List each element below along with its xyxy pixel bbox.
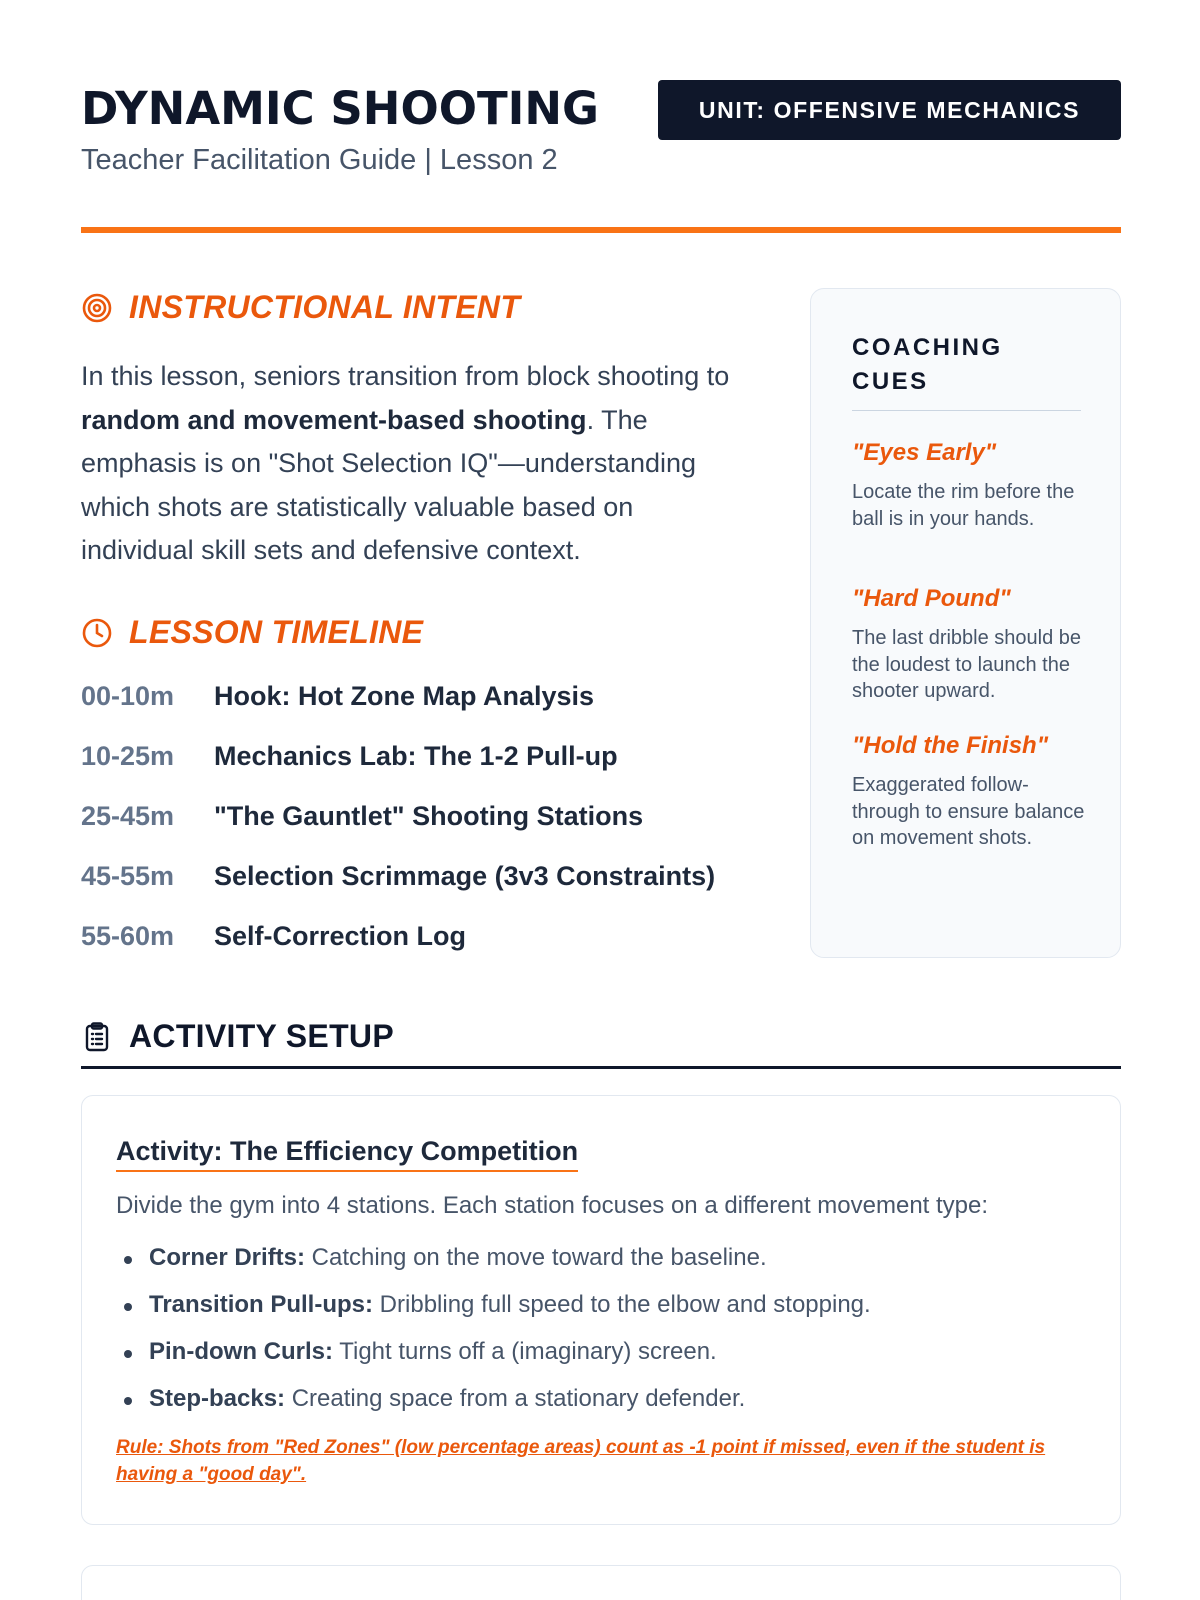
header-divider [81, 227, 1121, 233]
cue-name: "Hard Pound" [852, 585, 1011, 612]
setup-heading [81, 1018, 394, 1055]
activity-card [81, 1095, 1121, 1525]
setup-heading-label: ACTIVITY SETUP [129, 1018, 394, 1054]
intent-heading-label: INSTRUCTIONAL INTENT [129, 289, 521, 325]
clipboard-icon [81, 1021, 113, 1053]
clock-icon [81, 617, 113, 649]
station-list [116, 1244, 1076, 1432]
timeline-activity: "The Gauntlet" Shooting Stations [214, 801, 644, 831]
station-description: Tight turns off a (imaginary) screen. [332, 1338, 717, 1365]
station-name: Pin-down Curls: [149, 1338, 333, 1365]
timeline-heading-label: LESSON TIMELINE [129, 614, 424, 650]
station-description: Creating space from a stationary defender. [285, 1385, 746, 1412]
setup-divider [81, 1066, 1121, 1069]
activity-intro: Divide the gym into 4 stations. Each station focuses on a different movement type: [116, 1192, 989, 1219]
station-name: Step-backs: [149, 1385, 286, 1412]
activity-title: Activity: The Efficiency Competition [116, 1136, 578, 1172]
list-item [116, 1244, 1076, 1291]
page-subtitle: Teacher Facilitation Guide | Lesson 2 [81, 144, 558, 176]
page-header [81, 80, 1121, 230]
timeline-activity: Self-Correction Log [214, 921, 467, 951]
timeline-activity: Mechanics Lab: The 1-2 Pull-up [214, 741, 618, 771]
cue-description: Locate the rim before the ball is in your hands. [852, 481, 1075, 530]
cues-divider [852, 410, 1081, 411]
intent-heading [81, 289, 520, 326]
timeline-row [81, 797, 761, 857]
timeline-time: 00-10m [81, 681, 175, 711]
list-item [116, 1385, 1076, 1432]
timeline-heading [81, 614, 423, 651]
cue-name: "Eyes Early" [852, 439, 997, 466]
timeline-activity: Selection Scrimmage (3v3 Constraints) [214, 861, 716, 891]
timeline-list [81, 677, 761, 977]
timeline-row [81, 917, 761, 977]
station-name: Corner Drifts: [149, 1244, 306, 1271]
scoring-rule: Rule: Shots from "Red Zones" (low percentage areas) count as -1 point if missed, even if the student is having a "good day". [116, 1437, 1046, 1485]
station-description: Catching on the move toward the baseline. [305, 1244, 767, 1271]
station-name: Transition Pull-ups: [149, 1291, 374, 1318]
cues-title: COACHING CUES [852, 334, 1003, 395]
list-item [116, 1338, 1076, 1385]
timeline-time: 10-25m [81, 741, 175, 771]
timeline-time: 45-55m [81, 861, 175, 891]
station-description: Dribbling full speed to the elbow and stopping. [373, 1291, 871, 1318]
intent-text-end: . The emphasis is on "Shot Selection IQ"—understanding which shots are statistically valuable based on individual skill sets and defensive context. [81, 404, 697, 565]
timeline-time: 25-45m [81, 801, 175, 831]
timeline-row [81, 857, 761, 917]
intent-paragraph [81, 355, 751, 573]
cue-description: The last dribble should be the loudest to launch the shooter upward. [852, 627, 1082, 702]
cue-item [852, 439, 1087, 532]
page-title: DYNAMIC SHOOTING [81, 82, 599, 135]
next-section-card [81, 1565, 1121, 1600]
timeline-row [81, 677, 761, 737]
intent-text-emphasis: random and movement-based shooting [81, 404, 587, 435]
list-item [116, 1291, 1076, 1338]
cue-name: "Hold the Finish" [852, 732, 1049, 759]
intent-text-start: In this lesson, seniors transition from block shooting to [81, 361, 730, 391]
cue-description: Exaggerated follow-through to ensure balance on movement shots. [852, 774, 1085, 849]
timeline-time: 55-60m [81, 921, 175, 951]
timeline-activity: Hook: Hot Zone Map Analysis [214, 681, 595, 711]
target-icon [81, 292, 113, 324]
cue-item [852, 732, 1087, 852]
coaching-cues-card [810, 288, 1121, 958]
timeline-row [81, 737, 761, 797]
cue-item [852, 585, 1087, 705]
unit-badge: UNIT: OFFENSIVE MECHANICS [658, 80, 1121, 140]
